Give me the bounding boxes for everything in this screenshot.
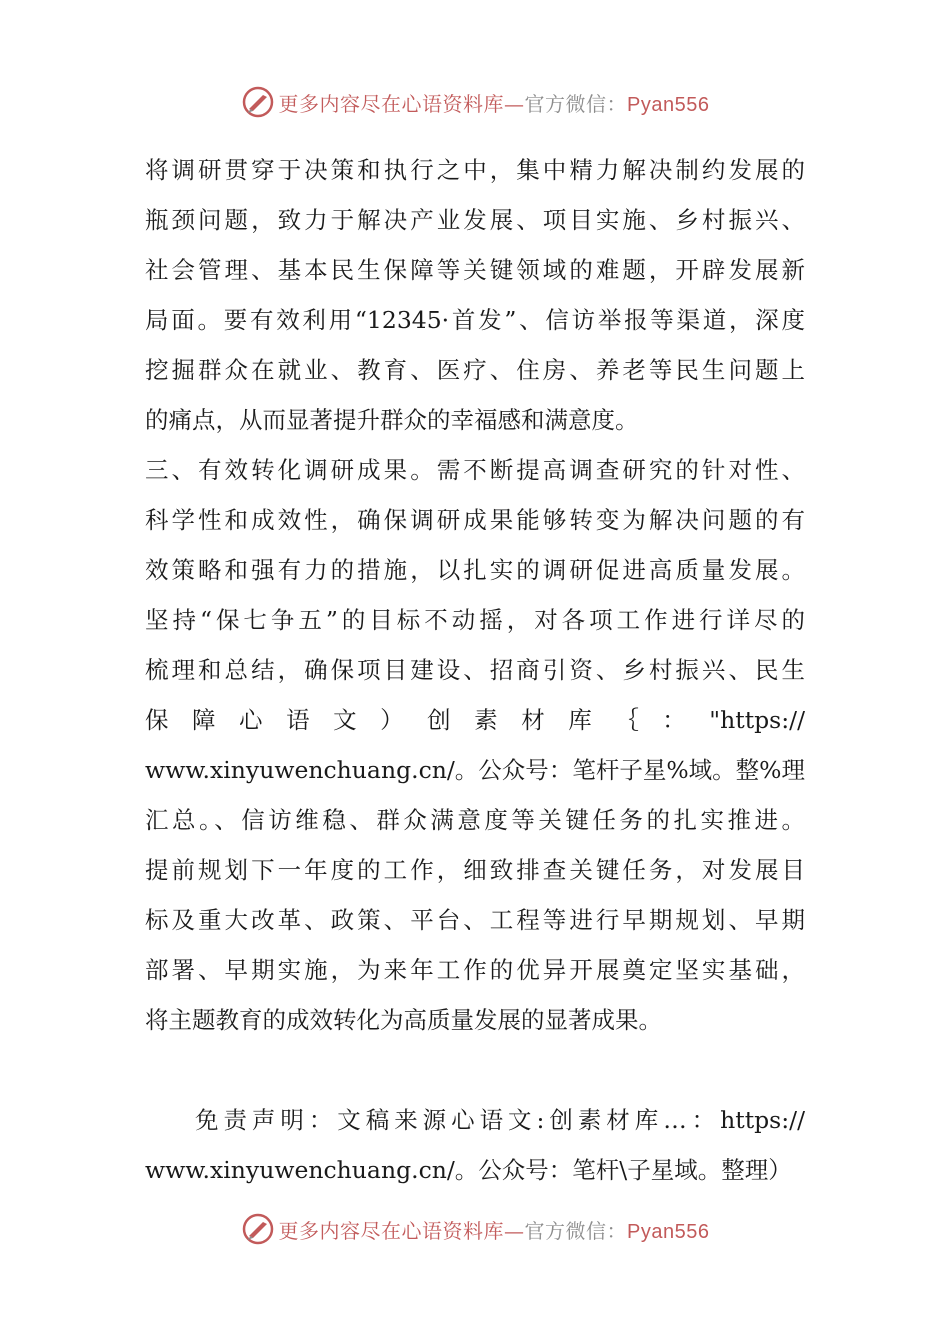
text-line: www.xinyuwenchuang.cn/。公众号：笔杆子星%域。整%理 (145, 756, 805, 784)
wechat-label: 官方微信： (524, 1218, 628, 1243)
text-line: 局面。要有效利用“12345·首发”、信访举报等渠道，深度 (145, 306, 805, 334)
text-line: 效策略和强有力的措施，以扎实的调研促进高质量发展。 (145, 556, 805, 584)
footer-watermark-banner (0, 1209, 950, 1249)
pen-logo-icon (241, 1212, 275, 1246)
header-watermark-banner (0, 82, 950, 122)
text-line: 社会管理、基本民生保障等关键领域的难题，开辟发展新 (145, 256, 805, 284)
document-body (145, 145, 805, 1195)
pen-logo-icon (241, 85, 275, 119)
banner-text: 更多内容尽在心语资料库—官方微信：Pyan556 (278, 1218, 710, 1243)
text-line: 标及重大改革、政策、平台、工程等进行早期规划、早期 (145, 906, 805, 934)
paragraph-gap (145, 1045, 805, 1095)
banner-text: 更多内容尽在心语资料库—官方微信：Pyan556 (278, 91, 710, 116)
text-line: 汇总。、信访维稳、群众满意度等关键任务的扎实推进。 (145, 806, 805, 834)
wechat-label: 官方微信： (524, 91, 628, 116)
text-line: 坚持“保七争五”的目标不动摇，对各项工作进行详尽的 (145, 606, 805, 634)
text-line: 提前规划下一年度的工作，细致排查关键任务，对发展目 (145, 856, 805, 884)
text-line: 挖掘群众在就业、教育、医疗、住房、养老等民生问题上 (145, 356, 805, 384)
text-line: 科学性和成效性，确保调研成果能够转变为解决问题的有 (145, 506, 805, 534)
disclaimer-line: 免责声明：文稿来源心语文:创素材库…：https:// (195, 1106, 805, 1134)
text-line: 梳理和总结，确保项目建设、招商引资、乡村振兴、民生 (145, 656, 805, 684)
text-line: 瓶颈问题，致力于解决产业发展、项目实施、乡村振兴、 (145, 206, 805, 234)
text-line: 的痛点，从而显著提升群众的幸福感和满意度。 (145, 406, 639, 434)
text-line: 将主题教育的成效转化为高质量发展的显著成果。 (145, 1006, 662, 1034)
text-line: 保 障 心 语 文 ） 创 素 材 库 ｛ ： "https:// (145, 706, 805, 734)
section-heading-line: 三、有效转化调研成果。需不断提高调查研究的针对性、 (145, 456, 805, 484)
text-line: 部署、早期实施，为来年工作的优异开展奠定坚实基础， (145, 956, 805, 984)
wechat-account: Pyan556 (627, 93, 710, 116)
text-line: 将调研贯穿于决策和执行之中，集中精力解决制约发展的 (145, 156, 805, 184)
wechat-account: Pyan556 (627, 1220, 710, 1243)
disclaimer-line: www.xinyuwenchuang.cn/。公众号：笔杆\子星域。整理） (145, 1156, 792, 1184)
